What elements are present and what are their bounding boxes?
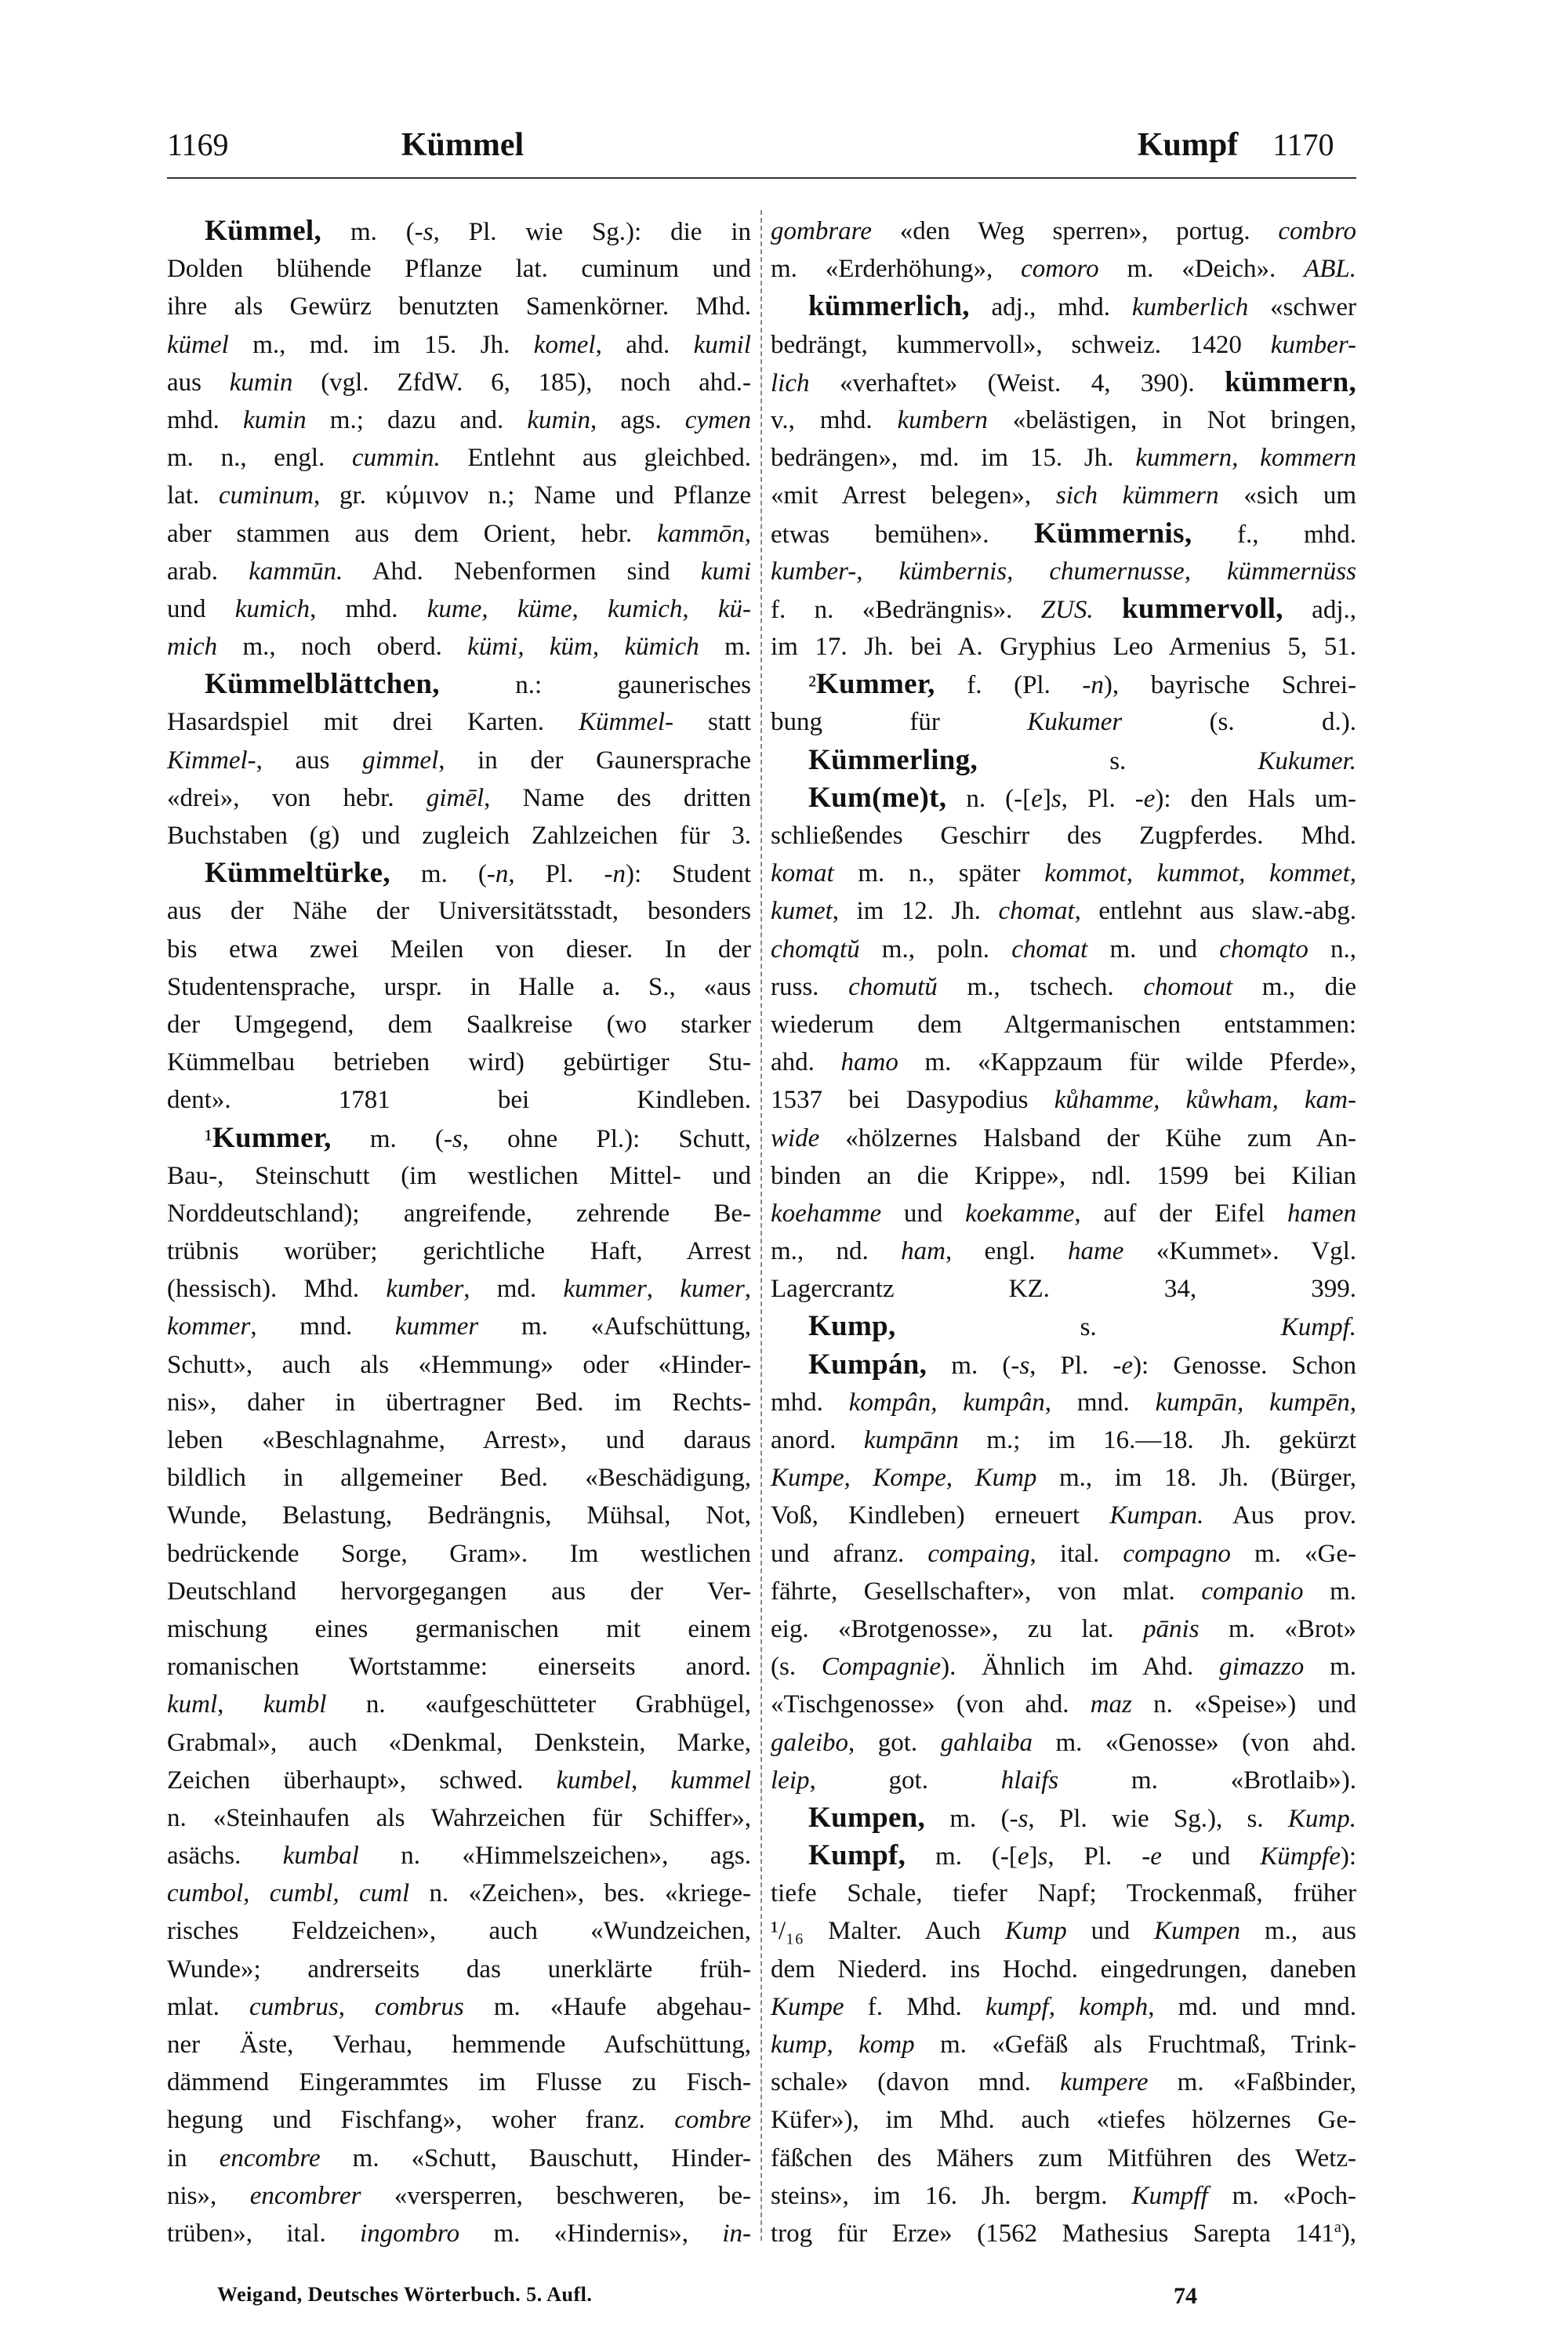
text-line: Grabmal», auch «Denkmal, Denkstein, Marke, bbox=[167, 1728, 751, 1757]
italic-form: ZUS. bbox=[1040, 595, 1094, 624]
headword: Kump, bbox=[808, 1310, 896, 1343]
italic-form: wide bbox=[771, 1123, 820, 1152]
italic-form: encombrer bbox=[249, 2181, 361, 2210]
italic-form: kumer bbox=[680, 1275, 745, 1304]
page-number-left: 1169 bbox=[167, 127, 229, 162]
italic-form: e bbox=[1143, 784, 1156, 813]
text-line: Küfer»), im Mhd. auch «tiefes hölzernes Ge- bbox=[771, 2106, 1356, 2135]
italic-form: kumbern bbox=[897, 405, 988, 434]
text-line: ahd. hamo m. «Kappzaum für wilde Pferde», bbox=[771, 1048, 1357, 1077]
italic-form: Kümpfe bbox=[1260, 1842, 1341, 1871]
superscript: a bbox=[1334, 2218, 1341, 2236]
italic-form: gombrare bbox=[771, 217, 872, 245]
text-line: mich m., noch oberd. kümi, küm, kümich m. bbox=[167, 633, 751, 662]
italic-form: chomout bbox=[1143, 972, 1233, 1001]
headword: Kum(me)t, bbox=[808, 781, 947, 814]
italic-form: s bbox=[452, 1124, 463, 1153]
headword: kümmerlich, bbox=[808, 290, 970, 323]
italic-form: Kumpe, Kompe, Kump bbox=[771, 1464, 1037, 1493]
text-line: binden an die Krippe», ndl. 1599 bei Kilian bbox=[771, 1161, 1356, 1190]
italic-form: kumbel bbox=[556, 1766, 631, 1795]
italic-form: cummin. bbox=[351, 444, 441, 473]
text-line: mhd. kumin m.; dazu and. kumin, ags. cymen bbox=[167, 405, 752, 434]
text-line: m. n., engl. cummin. Entlehnt aus gleichbed. bbox=[167, 444, 752, 473]
italic-form: Kumpf. bbox=[1280, 1313, 1356, 1342]
text-line: (hessisch). Mhd. kumber, md. kummer, kumer, bbox=[167, 1275, 752, 1304]
headword: kümmern, bbox=[1225, 365, 1356, 398]
text-line: Schutt», auch als «Hemmung» oder «Hinder- bbox=[167, 1350, 751, 1379]
italic-form: koehamme bbox=[771, 1199, 882, 1228]
italic-form: kumil bbox=[693, 330, 751, 359]
signature-mark: 74 bbox=[1174, 2283, 1197, 2309]
text-line: koehamme und koekamme, auf der Eifel hamen bbox=[771, 1199, 1357, 1228]
text-line: «drei», von hebr. gimēl, Name des dritten bbox=[167, 783, 751, 812]
italic-form: pānis bbox=[1143, 1614, 1200, 1643]
headword: Kümmernis, bbox=[1034, 517, 1192, 550]
text-line: «Tischgenosse» (von ahd. maz n. «Speise») und bbox=[771, 1690, 1356, 1719]
italic-form: gahlaiba bbox=[940, 1728, 1033, 1757]
italic-form: kumberlich bbox=[1131, 293, 1249, 322]
italic-form: Kümmel- bbox=[579, 708, 674, 737]
text-line: Kümmeltürke, m. (-n, Pl. -n): Student bbox=[205, 857, 751, 890]
italic-form: kumber-, kümbernis, chumernusse, kümmernüss bbox=[771, 557, 1356, 586]
italic-form: hame bbox=[1067, 1237, 1124, 1266]
text-line: nis», encombrer «versperren, beschweren, be- bbox=[167, 2181, 752, 2210]
italic-form: hamen bbox=[1287, 1199, 1357, 1228]
text-line: mlat. cumbrus, combrus m. «Haufe abgehau- bbox=[167, 1992, 752, 2021]
text-line: dämmend Eingerammtes im Flusse zu Fisch- bbox=[167, 2068, 751, 2097]
text-line: Kümmelblättchen, n.: gaunerisches bbox=[205, 668, 751, 701]
text-line: arab. kammūn. Ahd. Nebenformen sind kumi bbox=[167, 557, 751, 586]
text-line: Deutschland hervorgegangen aus der Ver- bbox=[167, 1577, 751, 1606]
text-line: und afranz. compaing, ital. compagno m. «Ge- bbox=[771, 1539, 1357, 1568]
text-line: in encombre m. «Schutt, Bauschutt, Hinder- bbox=[167, 2143, 751, 2172]
italic-form: Compagnie bbox=[821, 1653, 942, 1682]
text-line: Kumpe f. Mhd. kumpf, komph, md. und mnd. bbox=[771, 1992, 1356, 2021]
catchword-left: Kümmel bbox=[401, 127, 524, 163]
text-line: leben «Beschlagnahme, Arrest», und daraus bbox=[167, 1426, 751, 1454]
italic-form: compaing bbox=[927, 1539, 1030, 1568]
text-line: ²Kummer, f. (Pl. -n), bayrische Schrei- bbox=[808, 668, 1356, 701]
text-line: anord. kumpānn m.; im 16.—18. Jh. gekürzt bbox=[771, 1426, 1357, 1454]
text-line: kumet, im 12. Jh. chomat, entlehnt aus slaw.-abg. bbox=[771, 897, 1356, 926]
text-line: Kümmerling, s. Kukumer. bbox=[808, 743, 1356, 776]
italic-form: e bbox=[1121, 1351, 1134, 1380]
text-line: kümmerlich, adj., mhd. kumberlich «schwer bbox=[808, 290, 1356, 323]
text-line: ihre als Gewürz benutzten Samenkörner. Mhd. bbox=[167, 292, 751, 321]
text-line: hegung und Fischfang», woher franz. combre bbox=[167, 2106, 751, 2135]
text-line: Bau-, Steinschutt (im westlichen Mittel- und bbox=[167, 1161, 751, 1190]
headword: Kumpen, bbox=[808, 1801, 926, 1834]
text-line: aus der Nähe der Universitätsstadt, besonders bbox=[167, 897, 751, 926]
footer-source: Weigand, Deutsches Wörterbuch. 5. Aufl. bbox=[217, 2283, 593, 2306]
text-line: Kümmel, m. (-s, Pl. wie Sg.): die in bbox=[205, 215, 751, 247]
text-line: im 17. Jh. bei A. Gryphius Leo Armenius 5, 51. bbox=[771, 633, 1356, 662]
text-line: etwas bemühen». Kümmernis, f., mhd. bbox=[771, 517, 1356, 550]
italic-form: kompân, kumpân bbox=[848, 1388, 1045, 1417]
italic-form: companio bbox=[1201, 1577, 1304, 1606]
italic-form: komel bbox=[533, 330, 596, 359]
text-line: Buchstaben (g) und zugleich Zahlzeichen für 3. bbox=[167, 822, 751, 850]
text-line: wiederum dem Altgermanischen entstammen: bbox=[771, 1010, 1356, 1039]
italic-form: kumpānn bbox=[863, 1426, 959, 1454]
text-line: kump, komp m. «Gefäß als Fruchtmaß, Trink- bbox=[771, 2031, 1356, 2059]
text-line: bis etwa zwei Meilen von dieser. In der bbox=[167, 935, 751, 964]
italic-form: e bbox=[1150, 1842, 1162, 1871]
italic-form: cymen bbox=[684, 405, 752, 434]
italic-form: hlaifs bbox=[1000, 1766, 1059, 1795]
text-line: m. «Erderhöhung», comoro m. «Deich». ABL. bbox=[771, 255, 1356, 284]
text-line: russ. chomutŭ m., tschech. chomout m., die bbox=[771, 972, 1356, 1001]
header-rule bbox=[167, 177, 1356, 179]
italic-form: Kump. bbox=[1287, 1804, 1356, 1833]
italic-form: Kumpff bbox=[1131, 2181, 1208, 2210]
text-line: Norddeutschland); angreifende, zehrende Be- bbox=[167, 1199, 751, 1228]
italic-form: kummern, kommern bbox=[1135, 444, 1356, 473]
text-line: «mit Arrest belegen», sich kümmern «sich um bbox=[771, 481, 1356, 510]
headword: Kummer, bbox=[815, 668, 935, 701]
text-line: (s. Compagnie). Ähnlich im Ahd. gimazzo m. bbox=[771, 1653, 1356, 1682]
italic-form: kůhamme, kůwham, kam- bbox=[1054, 1086, 1356, 1115]
text-line: chomątŭ m., poln. chomat m. und chomąto n., bbox=[771, 935, 1357, 964]
italic-form: kumin bbox=[243, 405, 307, 434]
italic-form: kumet bbox=[771, 897, 833, 926]
text-line: 1537 bei Dasypodius kůhamme, kůwham, kam- bbox=[771, 1086, 1356, 1115]
text-line: asächs. kumbal n. «Himmelszeichen», ags. bbox=[167, 1842, 751, 1871]
text-line: wide «hölzernes Halsband der Kühe zum An- bbox=[771, 1123, 1356, 1152]
italic-form: kumber- bbox=[1270, 330, 1356, 359]
italic-form: gimēl bbox=[426, 783, 485, 812]
text-line: tiefe Schale, tiefer Napf; Trockenmaß, früher bbox=[771, 1879, 1356, 1908]
italic-form: Kumpe bbox=[771, 1992, 844, 2021]
italic-form: kumpere bbox=[1060, 2068, 1149, 2097]
italic-form: combrus bbox=[375, 1992, 464, 2021]
italic-form: comoro bbox=[1021, 255, 1099, 284]
text-line: komat m. n., später kommot, kummot, kommet, bbox=[771, 859, 1356, 888]
italic-form: kumin bbox=[527, 405, 591, 434]
italic-form: Kumpan. bbox=[1109, 1501, 1204, 1530]
italic-form: kummel bbox=[670, 1766, 751, 1795]
text-line: schließendes Geschirr des Zugpferdes. Mhd. bbox=[771, 822, 1356, 850]
text-line: Wunde»; andrerseits das unerklärte früh- bbox=[167, 1955, 751, 1984]
text-line: schale» (davon mnd. kumpere m. «Faßbinder, bbox=[771, 2068, 1356, 2097]
text-line bbox=[771, 553, 1356, 590]
text-line: Kümmelbau betrieben wird) gebürtiger Stu- bbox=[167, 1048, 751, 1077]
italic-form: Kukumer. bbox=[1258, 746, 1356, 775]
headword: Kummer, bbox=[212, 1121, 332, 1154]
italic-form: chomąto bbox=[1219, 935, 1308, 964]
italic-form: chomutŭ bbox=[848, 972, 938, 1001]
text-line: ner Äste, Verhau, hemmende Aufschüttung, bbox=[167, 2031, 751, 2059]
text-line: nis», daher in übertragner Bed. im Rechts- bbox=[167, 1388, 751, 1417]
text-line: risches Feldzeichen», auch «Wundzeichen, bbox=[167, 1917, 751, 1946]
page-number-right: 1170 bbox=[1272, 127, 1334, 162]
italic-form: Kukumer bbox=[1027, 708, 1123, 737]
italic-form: kumbl bbox=[263, 1690, 327, 1719]
italic-form: galeibo bbox=[771, 1728, 848, 1757]
text-line: bedrängt, kummervoll», schweiz. 1420 kumber- bbox=[771, 330, 1356, 359]
italic-form: kume, küme, kumich, kü- bbox=[426, 594, 751, 623]
column-separator bbox=[760, 210, 762, 2241]
headword: Kümmelblättchen, bbox=[205, 668, 440, 701]
text-line: bildlich in allgemeiner Bed. «Beschädigung, bbox=[167, 1464, 751, 1493]
text-line: Kumpen, m. (-s, Pl. wie Sg.), s. Kump. bbox=[808, 1801, 1356, 1834]
text-line: der Umgegend, dem Saalkreise (wo starker bbox=[167, 1010, 751, 1039]
headword: Kümmerling, bbox=[808, 743, 978, 776]
text-line: trüben», ital. ingombro m. «Hindernis», in- bbox=[167, 2219, 751, 2248]
italic-form: koekamme bbox=[965, 1199, 1075, 1228]
text-line: Studentensprache, urspr. in Halle a. S., «aus bbox=[167, 972, 751, 1001]
text-line: Wunde, Belastung, Bedrängnis, Mühsal, Not, bbox=[167, 1501, 751, 1530]
italic-form: kuml bbox=[167, 1690, 218, 1719]
text-line: Kump, s. Kumpf. bbox=[808, 1310, 1356, 1343]
text-line: bedrückende Sorge, Gram». Im westlichen bbox=[167, 1539, 751, 1568]
italic-form: kammūn. bbox=[249, 557, 343, 586]
italic-form: mich bbox=[167, 633, 218, 662]
text-line: romanischen Wortstamme: einerseits anord. bbox=[167, 1653, 751, 1682]
headword: Kümmel, bbox=[205, 215, 322, 247]
italic-form: Kimmel- bbox=[167, 746, 256, 775]
italic-form: s bbox=[1019, 1351, 1030, 1380]
italic-form: Kumpen bbox=[1154, 1917, 1241, 1946]
italic-form: in- bbox=[722, 2219, 751, 2248]
text-line: bung für Kukumer (s. d.). bbox=[771, 708, 1357, 737]
italic-form: kümi, küm, kümich bbox=[467, 633, 699, 662]
text-line: aber stammen aus dem Orient, hebr. kammōn, bbox=[167, 519, 751, 548]
italic-form: ingombro bbox=[360, 2219, 460, 2248]
text-line: steins», im 16. Jh. bergm. Kumpff m. «Poch- bbox=[771, 2181, 1356, 2210]
italic-form: e bbox=[1031, 784, 1043, 813]
italic-form: combre bbox=[674, 2106, 751, 2135]
italic-form: kommot, kummot, kommet, bbox=[1044, 859, 1356, 888]
italic-form: s bbox=[1037, 1842, 1048, 1871]
text-line: gombrare «den Weg sperren», portug. combro bbox=[771, 217, 1356, 245]
text-line: leip, got. hlaifs m. «Brotlaib»). bbox=[771, 1766, 1357, 1795]
italic-form: ABL. bbox=[1304, 255, 1356, 284]
italic-form: cumbol, cumbl, cuml bbox=[167, 1879, 410, 1908]
text-line: galeibo, got. gahlaiba m. «Genosse» (von ahd. bbox=[771, 1728, 1357, 1757]
text-line: Kumpe, Kompe, Kump m., im 18. Jh. (Bürger, bbox=[771, 1464, 1356, 1493]
italic-form: n bbox=[495, 860, 509, 889]
italic-form: combro bbox=[1278, 217, 1356, 245]
text-line: fäßchen des Mähers zum Mitführen des Wetz- bbox=[771, 2143, 1356, 2172]
text-line: mischung eines germanischen mit einem bbox=[167, 1614, 751, 1643]
text-line: Kimmel-, aus gimmel, in der Gaunersprache bbox=[167, 746, 751, 775]
text-line: eig. «Brotgenosse», zu lat. pānis m. «Brot» bbox=[771, 1614, 1356, 1643]
text-line: cumbol, cumbl, cuml n. «Zeichen», bes. «kriege- bbox=[167, 1879, 751, 1908]
italic-form: n bbox=[1091, 671, 1104, 700]
left-column bbox=[167, 212, 751, 2252]
headword: Kümmeltürke, bbox=[205, 857, 390, 890]
italic-form: Kump bbox=[1004, 1917, 1067, 1946]
text-line: kuml, kumbl n. «aufgeschütteter Grabhügel, bbox=[167, 1690, 751, 1719]
italic-form: kummer bbox=[563, 1275, 647, 1304]
text-line: trübnis worüber; gerichtliche Haft, Arrest bbox=[167, 1237, 751, 1266]
text-line: n. «Steinhaufen als Wahrzeichen für Schiffer», bbox=[167, 1803, 751, 1832]
text-line: lat. cuminum, gr. κύμινον n.; Name und Pflanze bbox=[167, 481, 751, 510]
italic-form: n bbox=[612, 860, 626, 889]
text-line: aus kumin (vgl. ZfdW. 6, 185), noch ahd.- bbox=[167, 368, 751, 397]
text-line: ¹Kummer, m. (-s, ohne Pl.): Schutt, bbox=[205, 1121, 751, 1154]
italic-form: gimmel bbox=[362, 746, 439, 775]
text-line: dent». 1781 bei Kindleben. bbox=[167, 1086, 751, 1115]
italic-form: kumbal bbox=[282, 1842, 359, 1871]
text-line: Voß, Kindleben) erneuert Kumpan. Aus prov. bbox=[771, 1501, 1357, 1530]
italic-form: lich bbox=[771, 368, 810, 397]
italic-form: kumi bbox=[700, 557, 751, 586]
italic-form: kumpf, komph bbox=[985, 1992, 1149, 2021]
text-line: Lagercrantz KZ. 34, 399. bbox=[771, 1275, 1356, 1304]
text-line: m., nd. ham, engl. hame «Kummet». Vgl. bbox=[771, 1237, 1357, 1266]
text-line: Kumpf, m. (-[e]s, Pl. -e und Kümpfe): bbox=[808, 1839, 1357, 1872]
headword: kummervoll, bbox=[1122, 592, 1283, 625]
text-line: Kum(me)t, n. (-[e]s, Pl. -e): den Hals um- bbox=[808, 781, 1357, 814]
italic-form: kumich bbox=[234, 594, 310, 623]
italic-form: leip bbox=[771, 1766, 810, 1795]
italic-form: s bbox=[423, 218, 434, 246]
italic-form: gimazzo bbox=[1219, 1653, 1305, 1682]
catchword-right: Kumpf bbox=[1137, 127, 1239, 163]
right-column bbox=[771, 212, 1356, 2252]
text-line: Kumpán, m. (-s, Pl. -e): Genosse. Schon bbox=[808, 1348, 1357, 1381]
italic-form: kammōn bbox=[656, 519, 745, 548]
text-line: Zeichen überhaupt», schwed. kumbel, kummel bbox=[167, 1766, 751, 1795]
italic-form: kummer bbox=[394, 1312, 479, 1341]
italic-form: s bbox=[1018, 1804, 1029, 1833]
italic-form: sich kümmern bbox=[1055, 481, 1219, 510]
text-line: lich «verhaftet» (Weist. 4, 390). kümmern, bbox=[771, 365, 1356, 398]
text-line: Hasardspiel mit drei Karten. Kümmel- statt bbox=[167, 708, 751, 737]
italic-form: encombre bbox=[219, 2143, 321, 2172]
italic-form: ham bbox=[901, 1237, 946, 1266]
italic-form: kump, komp bbox=[771, 2031, 915, 2059]
italic-form: compagno bbox=[1123, 1539, 1231, 1568]
italic-form: cumbrus bbox=[249, 1992, 339, 2021]
italic-form: chomat bbox=[1011, 935, 1088, 964]
italic-form: kommer bbox=[167, 1312, 251, 1341]
headword: Kumpán, bbox=[808, 1348, 927, 1381]
italic-form: komat bbox=[771, 859, 834, 888]
italic-form: kümel bbox=[167, 330, 229, 359]
italic-form: maz bbox=[1090, 1690, 1132, 1719]
headword: Kumpf, bbox=[808, 1839, 906, 1872]
italic-form: kumpān, kumpēn bbox=[1155, 1388, 1350, 1417]
text-line: mhd. kompân, kumpân, mnd. kumpān, kumpēn, bbox=[771, 1388, 1356, 1417]
text-line: trog für Erze» (1562 Mathesius Sarepta 141$^a$), bbox=[771, 2218, 1356, 2248]
italic-form: s bbox=[1051, 784, 1062, 813]
text-line: Dolden blühende Pflanze lat. cuminum und bbox=[167, 255, 751, 284]
text-line: fährte, Gesellschafter», von mlat. companio m. bbox=[771, 1577, 1357, 1606]
italic-form: hamo bbox=[840, 1048, 898, 1077]
text-line: kommer, mnd. kummer m. «Aufschüttung, bbox=[167, 1312, 751, 1341]
italic-form: cuminum bbox=[219, 481, 314, 510]
text-line: v., mhd. kumbern «belästigen, in Not bringen, bbox=[771, 405, 1356, 434]
italic-form: e bbox=[1017, 1842, 1029, 1871]
italic-form: kumber bbox=[386, 1275, 464, 1304]
italic-form: chomątŭ bbox=[771, 935, 860, 964]
italic-form: kumin bbox=[229, 368, 293, 397]
text-line: und kumich, mhd. kume, küme, kumich, kü- bbox=[167, 594, 751, 623]
text-line: bedrängen», md. im 15. Jh. kummern, kommern bbox=[771, 444, 1356, 473]
italic-form: chomat bbox=[998, 897, 1075, 926]
text-line: dem Niederd. ins Hochd. eingedrungen, daneben bbox=[771, 1955, 1356, 1984]
text-line: ¹/₁₆ Malter. Auch Kump und Kumpen m., aus bbox=[771, 1917, 1357, 1946]
text-line: f. n. «Bedrängnis». ZUS. kummervoll, adj., bbox=[771, 592, 1356, 625]
text-line: kümel m., md. im 15. Jh. komel, ahd. kumil bbox=[167, 330, 751, 359]
